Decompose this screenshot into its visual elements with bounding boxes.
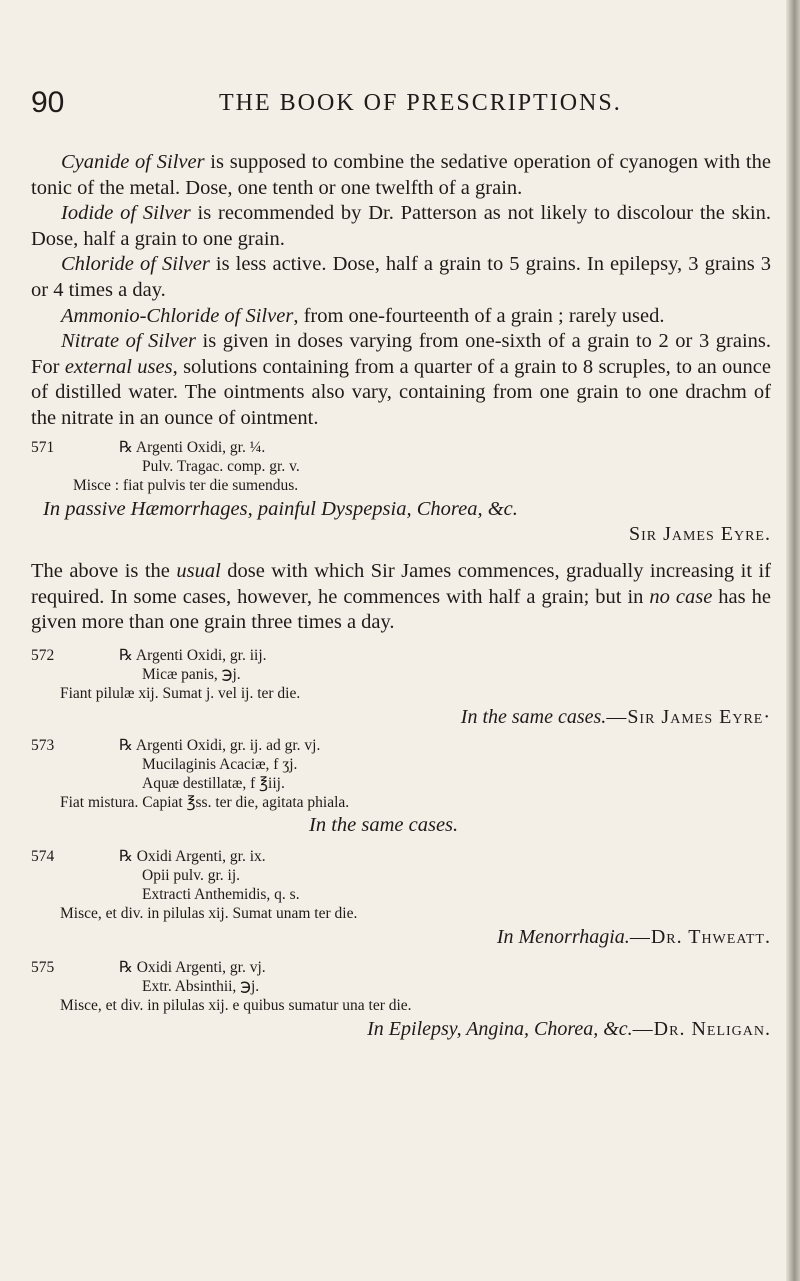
prescription-575 — [31, 958, 771, 1015]
paragraph-above: The above is the usual dose with which Sir James commences, gradually increasing it if required. In some cases, however, he commences with half a grain; but in no case has he given more than one grain three times a day. — [31, 560, 771, 634]
rx-direction: Misce, et div. in pilulas xij. e quibus sumatur una ter die. — [60, 996, 412, 1014]
rx-direction: Fiat mistura. Capiat ℥ss. ter die, agitata phiala. — [60, 793, 350, 811]
rx-direction: Misce, et div. in pilulas xij. Sumat unam ter die. — [60, 904, 358, 922]
prescription-number: 571 — [31, 438, 55, 456]
running-title: THE BOOK OF PRESCRIPTIONS. — [219, 90, 622, 116]
prescription-number: 575 — [31, 958, 55, 976]
rx-indication-author: In Menorrhagia.—Dr. Thweatt. — [496, 925, 771, 948]
paragraph-chloride: Chloride of Silver is less active. Dose, half a grain to 5 grains. In epilepsy, 3 grains 3 or 4 times a day. — [31, 253, 771, 301]
term-ammonio: Ammonio-Chloride of Silver — [61, 304, 294, 327]
rx-line: Pulv. Tragac. comp. gr. v. — [142, 457, 300, 475]
paragraph-cyanide: Cyanide of Silver is supposed to combine the sedative operation of cyanogen with the tonic of the metal. Dose, one tenth or one twelfth of a grain. — [31, 151, 771, 199]
prescription-571 — [31, 438, 771, 495]
page-header — [31, 86, 771, 126]
prescription-573 — [31, 736, 771, 812]
rx-indication-author: In Epilepsy, Angina, Chorea, &c.—Dr. Neligan. — [367, 1017, 771, 1040]
page-number: 90 — [31, 86, 65, 119]
rx-line: Mucilaginis Acaciæ, f ʒj. — [142, 755, 298, 773]
rx-line: Micæ panis, ℈j. — [142, 665, 241, 683]
prescription-number: 572 — [31, 646, 55, 664]
prescription-number: 574 — [31, 847, 55, 865]
term-nitrate: Nitrate of Silver — [61, 330, 196, 353]
rx-indication-author: In the same cases.—Sir James Eyre· — [460, 705, 771, 728]
rx-line: ℞ Argenti Oxidi, gr. ij. ad gr. vj. — [119, 736, 321, 754]
rx-line: ℞ Argenti Oxidi, gr. ¼. — [119, 438, 266, 456]
rx-direction: Misce : fiat pulvis ter die sumendus. — [73, 476, 299, 494]
page-body — [31, 150, 771, 1042]
rx-line: ℞ Oxidi Argenti, gr. ix. — [119, 847, 266, 865]
prescription-574 — [31, 847, 771, 923]
rx-indication: In the same cases. — [309, 813, 459, 836]
rx-line: ℞ Oxidi Argenti, gr. vj. — [119, 958, 266, 976]
prescription-572 — [31, 646, 771, 703]
rx-line: Opii pulv. gr. ij. — [142, 866, 241, 884]
rx-indication: In passive Hæmorrhages, painful Dyspepsia, Chorea, &c. — [43, 497, 518, 520]
rx-line: ℞ Argenti Oxidi, gr. iij. — [119, 646, 267, 664]
paragraph-nitrate: Nitrate of Silver is given in doses varying from one-sixth of a grain to 2 or 3 grains. For external uses, solutions containing from a quarter of a grain to 8 scruples, to an ounce of distilled water. The ointments also vary, containing from one grain to one drachm of the nitrate in an ounce of ointment. — [31, 330, 771, 429]
page-edge-shadow — [786, 0, 800, 1281]
rx-line: Aquæ destillatæ, f ℥iij. — [142, 774, 285, 792]
rx-line: Extr. Absinthii, ℈j. — [142, 977, 260, 995]
paragraph-iodide: Iodide of Silver is recommended by Dr. Patterson as not likely to discolour the skin. Dose, half a grain to one grain. — [31, 202, 772, 250]
rx-direction: Fiant pilulæ xij. Sumat j. vel ij. ter die. — [60, 684, 301, 702]
prescription-number: 573 — [31, 736, 55, 754]
term-chloride: Chloride of Silver — [61, 253, 210, 276]
rx-author: Sir James Eyre. — [628, 523, 771, 546]
paragraph-ammonio: Ammonio-Chloride of Silver, from one-fourteenth of a grain ; rarely used. — [61, 304, 665, 327]
term-iodide: Iodide of Silver — [61, 202, 191, 225]
rx-line: Extracti Anthemidis, q. s. — [142, 885, 300, 903]
term-cyanide: Cyanide of Silver — [61, 151, 205, 173]
